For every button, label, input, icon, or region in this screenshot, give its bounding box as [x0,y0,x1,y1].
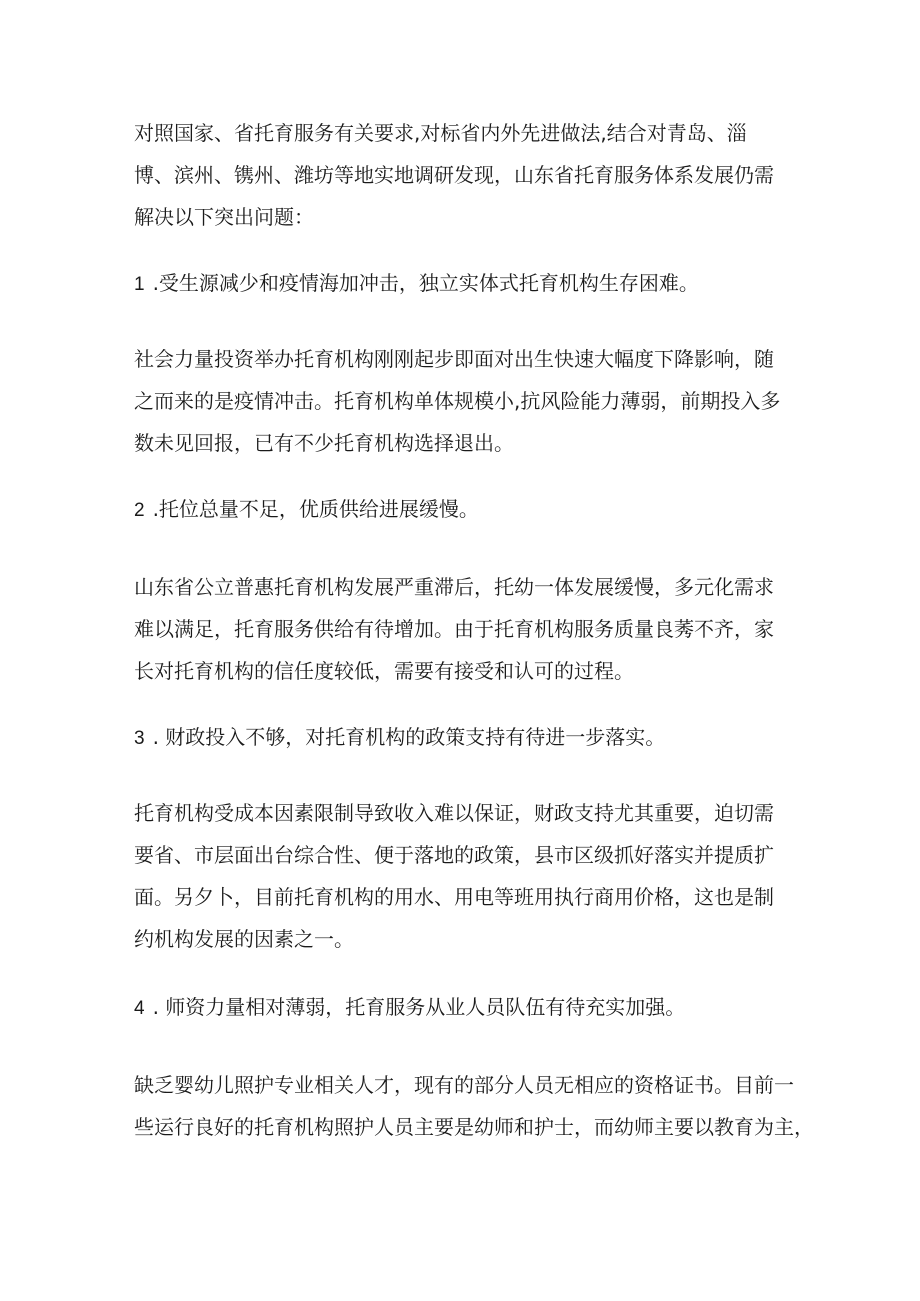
section-number: 2 [134,500,145,521]
text-line: 山东省公立普惠托育机构发展严重滞后，托幼一体发展缓慢，多元化需求 [134,575,774,599]
section-title: .受生源减少和疫情海加冲击，独立实体式托育机构生存困难。 [152,271,699,295]
section-paragraph-3 [134,792,794,960]
section-number: 4 [134,998,145,1019]
text-line: 解决以下突出问题： [134,205,314,229]
text-line: 社会力量投资举办托育机构刚刚起步即面对出生快速大幅度下降影响，随 [134,347,774,371]
section-heading-3 [134,722,794,754]
section-title: . 财政投入不够，对托育机构的政策支持有待进一步落实。 [152,725,666,749]
text-line: 要省、市层面出台综合性、便于落地的政策，县市区级抓好落实并提质扩 [134,843,774,867]
section-title: .托位总量不足，优质供给进展缓慢。 [152,497,479,521]
section-heading-4 [134,992,794,1024]
text-line: 些运行良好的托育机构照护人员主要是幼师和护士，而幼师主要以教育为主， [134,1115,814,1139]
text-line: 约机构发展的因素之一。 [134,927,354,951]
text-line: 对照国家、省托育服务有关要求,对标省内外先进做法,结合对青岛、淄 [134,121,747,145]
text-line: 面。另夕卜，目前托育机构的用水、用电等班用执行商用价格，这也是制 [134,885,774,909]
section-paragraph-1 [134,338,794,464]
text-line: 之而来的是疫情冲击。托育机构单体规模小,抗风险能力薄弱，前期投入多 [134,389,781,413]
text-line: 难以满足，托育服务供给有待增加。由于托育机构服务质量良莠不齐，家 [134,617,774,641]
text-line: 缺乏婴幼儿照护专业相关人才，现有的部分人员无相应的资格证书。目前一 [134,1073,794,1097]
section-number: 3 [134,728,145,749]
section-heading-1 [134,268,794,300]
text-line: 托育机构受成本因素限制导致收入难以保证，财政支持尤其重要，迫切需 [134,801,774,825]
text-line: 数未见回报，已有不少托育机构选择退出。 [134,431,514,455]
section-heading-2 [134,494,794,526]
section-number: 1 [134,274,145,295]
section-title: . 师资力量相对薄弱，托育服务从业人员队伍有待充实加强。 [152,995,686,1019]
text-line: 博、滨州、镌州、潍坊等地实地调研发现，山东省托育服务体系发展仍需 [134,163,774,187]
text-line: 长对托育机构的信任度较低，需要有接受和认可的过程。 [134,659,634,683]
section-paragraph-4 [134,1064,814,1148]
intro-paragraph [134,112,794,238]
section-paragraph-2 [134,566,794,692]
